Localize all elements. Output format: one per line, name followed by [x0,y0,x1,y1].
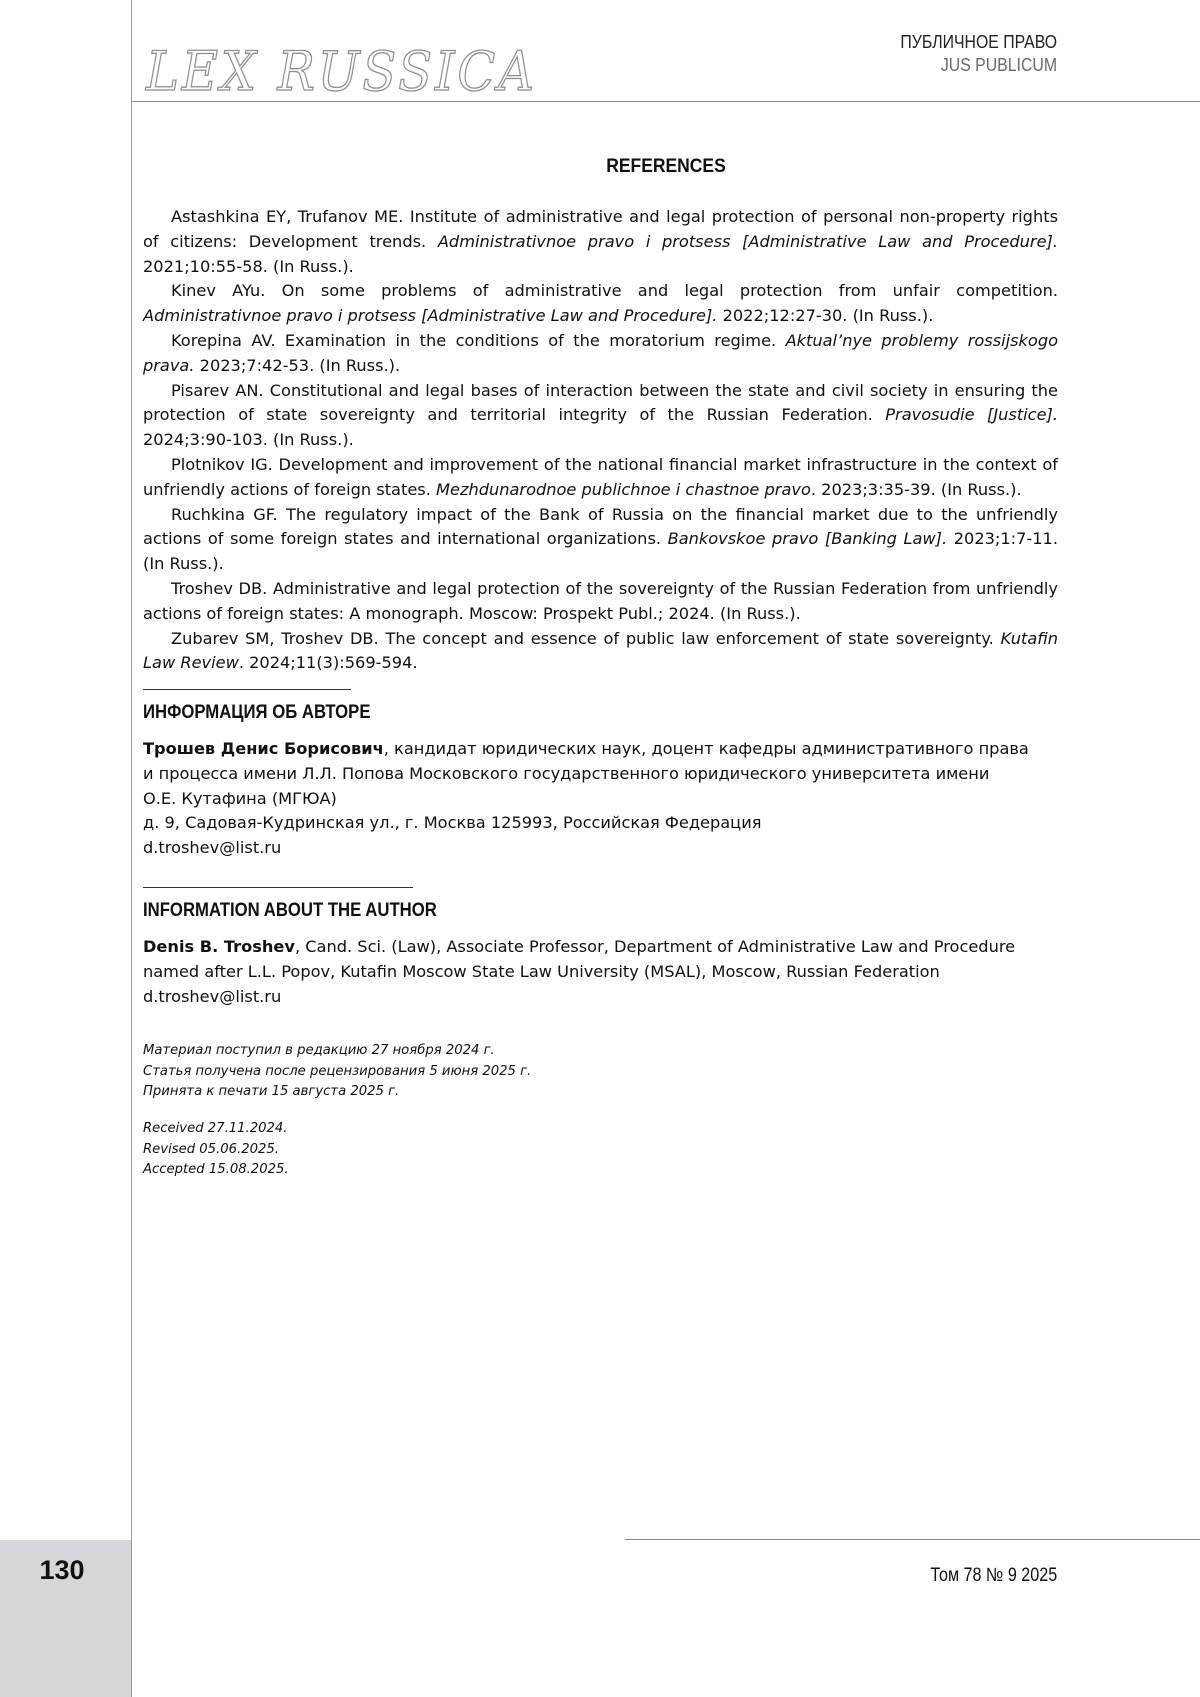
issue-info: Том 78 № 9 2025 [930,1565,1057,1586]
author-ru-info: Трошев Денис Борисович, кандидат юридических наук, доцент кафедры административного права и процесса имени Л.Л. Попова Московского государственного юридического университета имени О.Е. Кутафина (МГЮА) д. 9, Садовая-Кудринская ул., г. Москва 125993, Российская Федерация d.troshev@list.ru [143,737,1058,861]
section-title-la: JUS PUBLICUM [940,55,1057,75]
author-ru-heading: ИНФОРМАЦИЯ ОБ АВТОРЕ [143,702,371,723]
reference-item: Astashkina EY, Trufanov ME. Institute of administrative and legal protection of personal non-property rights of citizens: Development trends. Administrativnoe pravo i protsess [Administrative Law and Procedure]. 2021;10:55-58. (In Russ.). [143,207,1058,276]
dates-en: Received 27.11.2024. Revised 05.06.2025. Accepted 15.08.2025. [143,1121,289,1177]
author-en-info: Denis B. Troshev, Cand. Sci. (Law), Associate Professor, Department of Administrative Law and Procedure named after L.L. Popov, Kutafin Moscow State Law University (MSAL), Moscow, Russian Federation d.troshev@list.ru [143,935,1058,1009]
author-en-name: Denis B. Troshev [143,937,295,956]
author-en-divider [143,887,413,888]
reference-item: Plotnikov IG. Development and improvement of the national financial market infrastructure in the context of unfriendly actions of foreign states. Mezhdunarodnoe publichnoe i chastnoe pravo. 2023;3:35-39. (In Russ.). [143,454,1058,499]
left-margin-band [0,0,132,1697]
author-ru-email[interactable]: d.troshev@list.ru [143,838,282,858]
footer-divider [625,1539,1200,1540]
page-number: 130 [39,1555,85,1585]
author-ru-address: д. 9, Садовая-Кудринская ул., г. Москва 125993, Российская Федерация [143,813,762,833]
reference-item: Troshev DB. Administrative and legal protection of the sovereignty of the Russian Federation from unfriendly actions of foreign states: A monograph. Moscow: Prospekt Publ.; 2024. (In Russ.). [143,578,1058,623]
references-list [143,205,1058,676]
reference-item: Pisarev AN. Constitutional and legal bases of interaction between the state and civil society in ensuring the protection of state sovereignty and territorial integrity of the Russian Federation. Pravosudie [Justice]. 2024;3:90-103. (In Russ.). [143,380,1058,450]
reference-item: Kinev AYu. On some problems of administrative and legal protection from unfair competition. Administrativnoe pravo i protsess [Administrative Law and Procedure]. 2022;12:27-30. (In Russ.). [143,281,1058,326]
reference-item: Ruchkina GF. The regulatory impact of the Bank of Russia on the financial market due to the unfriendly actions of some foreign states and international organizations. Bankovskoe pravo [Banking Law]. 2023;1:7-11. (In Russ.). [143,504,1059,574]
section-title-ru: ПУБЛИЧНОЕ ПРАВО [900,32,1057,52]
references-heading: REFERENCES [606,156,726,177]
reference-item: Korepina AV. Examination in the conditions of the moratorium regime. Aktual’nye problemy rossijskogo prava. 2023;7:42-53. (In Russ.). [143,330,1059,375]
reference-item: Zubarev SM, Troshev DB. The concept and essence of public law enforcement of state sovereignty. Kutafin Law Review. 2024;11(3):569-594. [143,628,1058,673]
journal-logo: LEX RUSSICA [146,40,537,103]
author-en-heading: INFORMATION ABOUT THE AUTHOR [143,900,437,921]
header-divider [132,101,1200,102]
author-ru-divider [143,689,351,690]
dates-ru: Материал поступил в редакцию 27 ноября 2024 г. Статья получена после рецензирования 5 июня 2025 г. Принята к печати 15 августа 2025 г. [143,1043,532,1099]
author-ru-name: Трошев Денис Борисович [143,739,384,758]
author-en-email[interactable]: d.troshev@list.ru [143,986,282,1006]
